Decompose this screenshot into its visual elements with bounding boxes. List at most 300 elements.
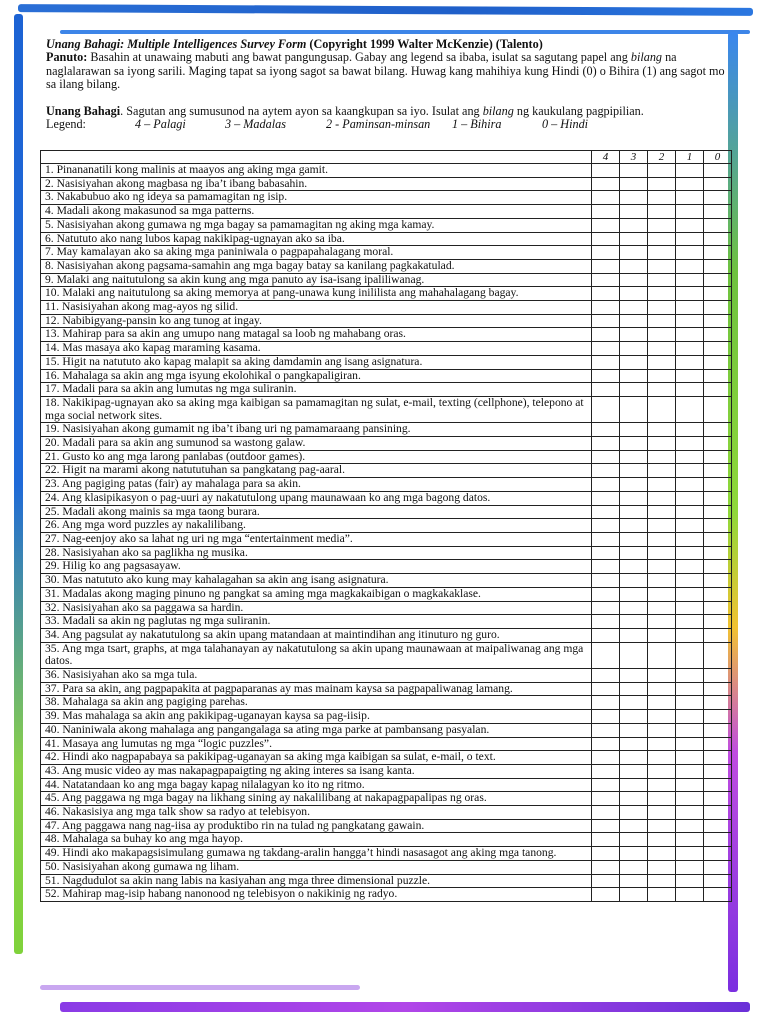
table-row [41, 218, 732, 232]
score-cell[interactable] [648, 423, 676, 437]
score-cell[interactable] [648, 751, 676, 765]
score-cell[interactable] [648, 574, 676, 588]
score-cell[interactable] [648, 833, 676, 847]
score-cell[interactable] [704, 314, 732, 328]
score-cell[interactable] [648, 505, 676, 519]
score-cell[interactable] [648, 491, 676, 505]
score-cell[interactable] [648, 819, 676, 833]
score-cell[interactable] [676, 505, 704, 519]
score-cell[interactable] [704, 560, 732, 574]
score-cell[interactable] [704, 328, 732, 342]
score-cell[interactable] [648, 383, 676, 397]
score-cell[interactable] [620, 833, 648, 847]
score-cell[interactable] [592, 519, 620, 533]
score-cell[interactable] [704, 478, 732, 492]
score-cell[interactable] [676, 615, 704, 629]
table-row [41, 669, 732, 683]
score-cell[interactable] [620, 601, 648, 615]
score-cell[interactable] [704, 615, 732, 629]
score-cell[interactable] [648, 642, 676, 668]
score-cell[interactable] [620, 778, 648, 792]
score-cell[interactable] [592, 532, 620, 546]
score-cell[interactable] [620, 246, 648, 260]
score-cell[interactable] [592, 888, 620, 902]
score-cell[interactable] [648, 246, 676, 260]
score-cell[interactable] [676, 491, 704, 505]
table-row [41, 450, 732, 464]
score-cell[interactable] [704, 273, 732, 287]
score-cell[interactable] [676, 764, 704, 778]
score-cell[interactable] [704, 819, 732, 833]
score-cell[interactable] [676, 642, 704, 668]
score-cell[interactable] [648, 191, 676, 205]
score-cell[interactable] [676, 342, 704, 356]
score-cell[interactable] [648, 806, 676, 820]
score-cell[interactable] [648, 874, 676, 888]
score-cell[interactable] [648, 778, 676, 792]
score-cell[interactable] [620, 369, 648, 383]
score-cell[interactable] [676, 328, 704, 342]
score-cell[interactable] [676, 287, 704, 301]
score-cell[interactable] [592, 682, 620, 696]
score-cell[interactable] [648, 259, 676, 273]
score-cell[interactable] [592, 628, 620, 642]
score-cell[interactable] [704, 342, 732, 356]
score-cell[interactable] [704, 218, 732, 232]
score-cell[interactable] [592, 191, 620, 205]
score-cell[interactable] [592, 396, 620, 422]
score-cell[interactable] [704, 751, 732, 765]
survey-item: 23. Ang pagiging patas (fair) ay mahalaga para sa akin. [41, 478, 592, 492]
survey-item: 21. Gusto ko ang mga larong panlabas (outdoor games). [41, 450, 592, 464]
score-cell[interactable] [676, 355, 704, 369]
score-cell[interactable] [620, 546, 648, 560]
score-cell[interactable] [592, 369, 620, 383]
score-cell[interactable] [620, 301, 648, 315]
score-cell[interactable] [620, 860, 648, 874]
survey-item: 52. Mahirap mag-isip habang nanonood ng telebisyon o nakikinig ng radyo. [41, 888, 592, 902]
table-row [41, 355, 732, 369]
score-cell[interactable] [620, 342, 648, 356]
score-cell[interactable] [676, 232, 704, 246]
score-cell[interactable] [676, 301, 704, 315]
score-cell[interactable] [704, 396, 732, 422]
score-cell[interactable] [704, 532, 732, 546]
score-cell[interactable] [704, 450, 732, 464]
score-cell[interactable] [704, 546, 732, 560]
score-cell[interactable] [620, 615, 648, 629]
score-cell[interactable] [592, 710, 620, 724]
score-cell[interactable] [592, 764, 620, 778]
score-cell[interactable] [648, 287, 676, 301]
survey-item: 10. Malaki ang naitutulong sa aking memorya at pang-unawa kung inililista ang mahahalagang bagay. [41, 287, 592, 301]
score-cell[interactable] [620, 464, 648, 478]
survey-item: 5. Nasisiyahan akong gumawa ng mga bagay sa pamamagitan ng aking mga kamay. [41, 218, 592, 232]
table-row [41, 164, 732, 178]
score-cell[interactable] [592, 383, 620, 397]
table-row [41, 737, 732, 751]
score-cell[interactable] [704, 778, 732, 792]
score-cell[interactable] [648, 601, 676, 615]
score-cell[interactable] [676, 396, 704, 422]
score-cell[interactable] [592, 615, 620, 629]
score-cell[interactable] [620, 519, 648, 533]
survey-item: 49. Hindi ako makapagsisimulang gumawa ng takdang-aralin hangga’t hindi nasasagot ang aking mga tanong. [41, 847, 592, 861]
score-cell[interactable] [648, 696, 676, 710]
score-cell[interactable] [648, 437, 676, 451]
score-cell[interactable] [704, 423, 732, 437]
score-cell[interactable] [648, 342, 676, 356]
score-cell[interactable] [704, 383, 732, 397]
score-cell[interactable] [592, 205, 620, 219]
score-cell[interactable] [676, 628, 704, 642]
score-cell[interactable] [676, 546, 704, 560]
score-cell[interactable] [648, 587, 676, 601]
score-cell[interactable] [676, 205, 704, 219]
score-cell[interactable] [676, 669, 704, 683]
survey-item: 46. Nakasisiya ang mga talk show sa radyo at telebisyon. [41, 806, 592, 820]
score-cell[interactable] [676, 737, 704, 751]
score-cell[interactable] [648, 519, 676, 533]
score-cell[interactable] [620, 574, 648, 588]
score-cell[interactable] [648, 164, 676, 178]
score-cell[interactable] [648, 888, 676, 902]
score-cell[interactable] [704, 464, 732, 478]
score-cell[interactable] [704, 874, 732, 888]
score-cell[interactable] [592, 450, 620, 464]
score-cell[interactable] [620, 669, 648, 683]
score-cell[interactable] [592, 778, 620, 792]
score-cell[interactable] [648, 532, 676, 546]
score-cell[interactable] [620, 723, 648, 737]
score-cell[interactable] [676, 587, 704, 601]
score-cell[interactable] [648, 301, 676, 315]
score-cell[interactable] [592, 723, 620, 737]
table-row [41, 328, 732, 342]
score-cell[interactable] [648, 615, 676, 629]
score-cell[interactable] [704, 177, 732, 191]
score-cell[interactable] [704, 888, 732, 902]
score-cell[interactable] [620, 491, 648, 505]
table-row [41, 778, 732, 792]
score-cell[interactable] [620, 205, 648, 219]
score-cell[interactable] [676, 574, 704, 588]
score-cell[interactable] [676, 682, 704, 696]
score-cell[interactable] [676, 519, 704, 533]
score-cell[interactable] [648, 737, 676, 751]
score-cell[interactable] [648, 450, 676, 464]
score-cell[interactable] [704, 355, 732, 369]
score-cell[interactable] [704, 287, 732, 301]
score-cell[interactable] [620, 287, 648, 301]
score-cell[interactable] [620, 737, 648, 751]
score-cell[interactable] [676, 833, 704, 847]
score-cell[interactable] [648, 847, 676, 861]
score-cell[interactable] [676, 218, 704, 232]
score-cell[interactable] [648, 464, 676, 478]
score-cell[interactable] [676, 164, 704, 178]
score-cell[interactable] [620, 328, 648, 342]
score-cell[interactable] [704, 164, 732, 178]
score-cell[interactable] [648, 682, 676, 696]
score-cell[interactable] [620, 888, 648, 902]
score-cell[interactable] [592, 218, 620, 232]
score-cell[interactable] [620, 396, 648, 422]
score-cell[interactable] [592, 874, 620, 888]
score-cell[interactable] [704, 860, 732, 874]
score-cell[interactable] [620, 764, 648, 778]
score-cell[interactable] [648, 232, 676, 246]
score-cell[interactable] [704, 696, 732, 710]
score-cell[interactable] [620, 792, 648, 806]
score-cell[interactable] [592, 301, 620, 315]
score-cell[interactable] [648, 273, 676, 287]
score-cell[interactable] [592, 437, 620, 451]
survey-item: 2. Nasisiyahan akong magbasa ng iba’t ibang babasahin. [41, 177, 592, 191]
score-cell[interactable] [676, 723, 704, 737]
score-cell[interactable] [592, 314, 620, 328]
score-cell[interactable] [648, 628, 676, 642]
score-cell[interactable] [620, 259, 648, 273]
score-cell[interactable] [620, 806, 648, 820]
score-cell[interactable] [592, 423, 620, 437]
score-cell[interactable] [676, 450, 704, 464]
score-cell[interactable] [676, 778, 704, 792]
score-cell[interactable] [704, 792, 732, 806]
score-cell[interactable] [592, 860, 620, 874]
score-cell[interactable] [592, 792, 620, 806]
score-cell[interactable] [592, 806, 620, 820]
table-row [41, 177, 732, 191]
score-cell[interactable] [676, 792, 704, 806]
table-row [41, 751, 732, 765]
score-cell[interactable] [648, 764, 676, 778]
score-cell[interactable] [648, 218, 676, 232]
score-cell[interactable] [620, 164, 648, 178]
score-cell[interactable] [704, 259, 732, 273]
table-row [41, 642, 732, 668]
score-cell[interactable] [704, 669, 732, 683]
score-cell[interactable] [704, 682, 732, 696]
score-cell[interactable] [704, 519, 732, 533]
score-cell[interactable] [704, 587, 732, 601]
score-cell[interactable] [648, 328, 676, 342]
table-row [41, 464, 732, 478]
survey-item: 16. Mahalaga sa akin ang mga isyung ekolohikal o pangkapaligiran. [41, 369, 592, 383]
score-cell[interactable] [592, 642, 620, 668]
score-cell[interactable] [648, 710, 676, 724]
score-cell[interactable] [648, 478, 676, 492]
score-cell[interactable] [620, 273, 648, 287]
score-cell[interactable] [676, 437, 704, 451]
survey-item: 33. Madali sa akin ng paglutas ng mga suliranin. [41, 615, 592, 629]
score-cell[interactable] [704, 806, 732, 820]
score-cell[interactable] [620, 437, 648, 451]
score-cell[interactable] [592, 328, 620, 342]
score-cell[interactable] [704, 764, 732, 778]
score-cell[interactable] [620, 314, 648, 328]
score-cell[interactable] [592, 696, 620, 710]
score-cell[interactable] [704, 369, 732, 383]
score-cell[interactable] [648, 205, 676, 219]
score-cell[interactable] [648, 860, 676, 874]
score-cell[interactable] [676, 383, 704, 397]
survey-item: 37. Para sa akin, ang pagpapakita at pagpaparanas ay mas mainam kaysa sa pagpapaliwanag lamang. [41, 682, 592, 696]
score-cell[interactable] [620, 628, 648, 642]
score-cell[interactable] [648, 314, 676, 328]
table-row [41, 888, 732, 902]
survey-item: 50. Nasisiyahan akong gumawa ng liham. [41, 860, 592, 874]
score-cell[interactable] [620, 423, 648, 437]
table-row [41, 232, 732, 246]
score-cell[interactable] [676, 532, 704, 546]
score-cell[interactable] [620, 847, 648, 861]
score-cell[interactable] [620, 478, 648, 492]
score-cell[interactable] [648, 177, 676, 191]
score-cell[interactable] [648, 669, 676, 683]
legend-item: 4 – Palagi [135, 117, 186, 132]
score-cell[interactable] [592, 587, 620, 601]
score-cell[interactable] [676, 696, 704, 710]
score-cell[interactable] [648, 723, 676, 737]
score-cell[interactable] [592, 737, 620, 751]
score-cell[interactable] [676, 314, 704, 328]
score-cell[interactable] [592, 491, 620, 505]
score-cell[interactable] [648, 396, 676, 422]
score-cell[interactable] [676, 273, 704, 287]
score-cell[interactable] [592, 833, 620, 847]
survey-item: 8. Nasisiyahan akong pagsama-samahin ang mga bagay batay sa kanilang pagkakatulad. [41, 259, 592, 273]
score-cell[interactable] [704, 833, 732, 847]
score-cell[interactable] [676, 369, 704, 383]
score-cell[interactable] [592, 505, 620, 519]
survey-item: 1. Pinananatili kong malinis at maayos ang aking mga gamit. [41, 164, 592, 178]
score-cell[interactable] [676, 806, 704, 820]
score-cell[interactable] [676, 751, 704, 765]
score-cell[interactable] [620, 642, 648, 668]
survey-item: 35. Ang mga tsart, graphs, at mga talahanayan ay nakatutulong sa akin upang maunawaan at maipaliwanag ang mga datos. [41, 642, 592, 668]
score-cell[interactable] [704, 847, 732, 861]
survey-item: 45. Ang paggawa ng mga bagay na likhang sining ay nakalilibang at nakapagpapalipas ng oras. [41, 792, 592, 806]
score-cell[interactable] [704, 437, 732, 451]
score-cell[interactable] [704, 232, 732, 246]
survey-item: 27. Nag-eenjoy ako sa lahat ng uri ng mga “entertainment media”. [41, 532, 592, 546]
table-row [41, 205, 732, 219]
score-cell[interactable] [676, 478, 704, 492]
score-cell[interactable] [620, 587, 648, 601]
score-cell[interactable] [704, 205, 732, 219]
score-cell[interactable] [592, 847, 620, 861]
score-cell[interactable] [704, 505, 732, 519]
score-cell[interactable] [676, 888, 704, 902]
score-cell[interactable] [620, 177, 648, 191]
score-cell[interactable] [620, 383, 648, 397]
score-cell[interactable] [592, 574, 620, 588]
score-cell[interactable] [620, 696, 648, 710]
legend [46, 118, 730, 131]
score-cell[interactable] [592, 287, 620, 301]
legend-item: 1 – Bihira [452, 117, 502, 132]
score-cell[interactable] [676, 860, 704, 874]
score-cell[interactable] [592, 259, 620, 273]
score-cell[interactable] [704, 301, 732, 315]
score-cell[interactable] [592, 355, 620, 369]
score-cell[interactable] [676, 710, 704, 724]
score-cell[interactable] [676, 560, 704, 574]
score-cell[interactable] [620, 751, 648, 765]
table-row [41, 478, 732, 492]
score-cell[interactable] [620, 682, 648, 696]
score-cell[interactable] [704, 246, 732, 260]
score-cell[interactable] [676, 819, 704, 833]
table-row [41, 505, 732, 519]
score-cell[interactable] [704, 642, 732, 668]
score-cell[interactable] [648, 355, 676, 369]
score-cell[interactable] [620, 218, 648, 232]
score-cell[interactable] [648, 369, 676, 383]
score-cell[interactable] [704, 710, 732, 724]
score-cell[interactable] [592, 546, 620, 560]
survey-item: 12. Nabibigyang-pansin ko ang tunog at ingay. [41, 314, 592, 328]
score-cell[interactable] [676, 464, 704, 478]
score-cell[interactable] [620, 874, 648, 888]
score-cell[interactable] [676, 601, 704, 615]
score-cell[interactable] [620, 532, 648, 546]
score-cell[interactable] [592, 273, 620, 287]
score-cell[interactable] [620, 819, 648, 833]
score-cell[interactable] [592, 669, 620, 683]
score-cell[interactable] [676, 423, 704, 437]
score-cell[interactable] [592, 232, 620, 246]
score-cell[interactable] [592, 560, 620, 574]
score-cell[interactable] [592, 177, 620, 191]
score-cell[interactable] [620, 355, 648, 369]
score-cell[interactable] [592, 246, 620, 260]
score-cell[interactable] [704, 601, 732, 615]
score-cell[interactable] [620, 505, 648, 519]
score-cell[interactable] [704, 737, 732, 751]
score-cell[interactable] [704, 191, 732, 205]
score-cell[interactable] [704, 491, 732, 505]
score-cell[interactable] [676, 259, 704, 273]
score-cell[interactable] [676, 246, 704, 260]
score-cell[interactable] [704, 723, 732, 737]
score-cell[interactable] [592, 819, 620, 833]
score-cell[interactable] [704, 574, 732, 588]
score-cell[interactable] [592, 601, 620, 615]
score-cell[interactable] [592, 751, 620, 765]
score-cell[interactable] [592, 342, 620, 356]
table-row [41, 301, 732, 315]
score-cell[interactable] [676, 191, 704, 205]
score-cell[interactable] [620, 191, 648, 205]
score-cell[interactable] [620, 450, 648, 464]
score-cell[interactable] [648, 792, 676, 806]
score-cell[interactable] [648, 546, 676, 560]
score-cell[interactable] [676, 177, 704, 191]
score-cell[interactable] [592, 478, 620, 492]
score-cell[interactable] [704, 628, 732, 642]
score-cell[interactable] [676, 847, 704, 861]
score-cell[interactable] [648, 560, 676, 574]
score-cell[interactable] [620, 232, 648, 246]
table-row [41, 314, 732, 328]
score-cell[interactable] [620, 710, 648, 724]
score-cell[interactable] [620, 560, 648, 574]
score-cell[interactable] [592, 164, 620, 178]
score-cell[interactable] [676, 874, 704, 888]
score-cell[interactable] [592, 464, 620, 478]
